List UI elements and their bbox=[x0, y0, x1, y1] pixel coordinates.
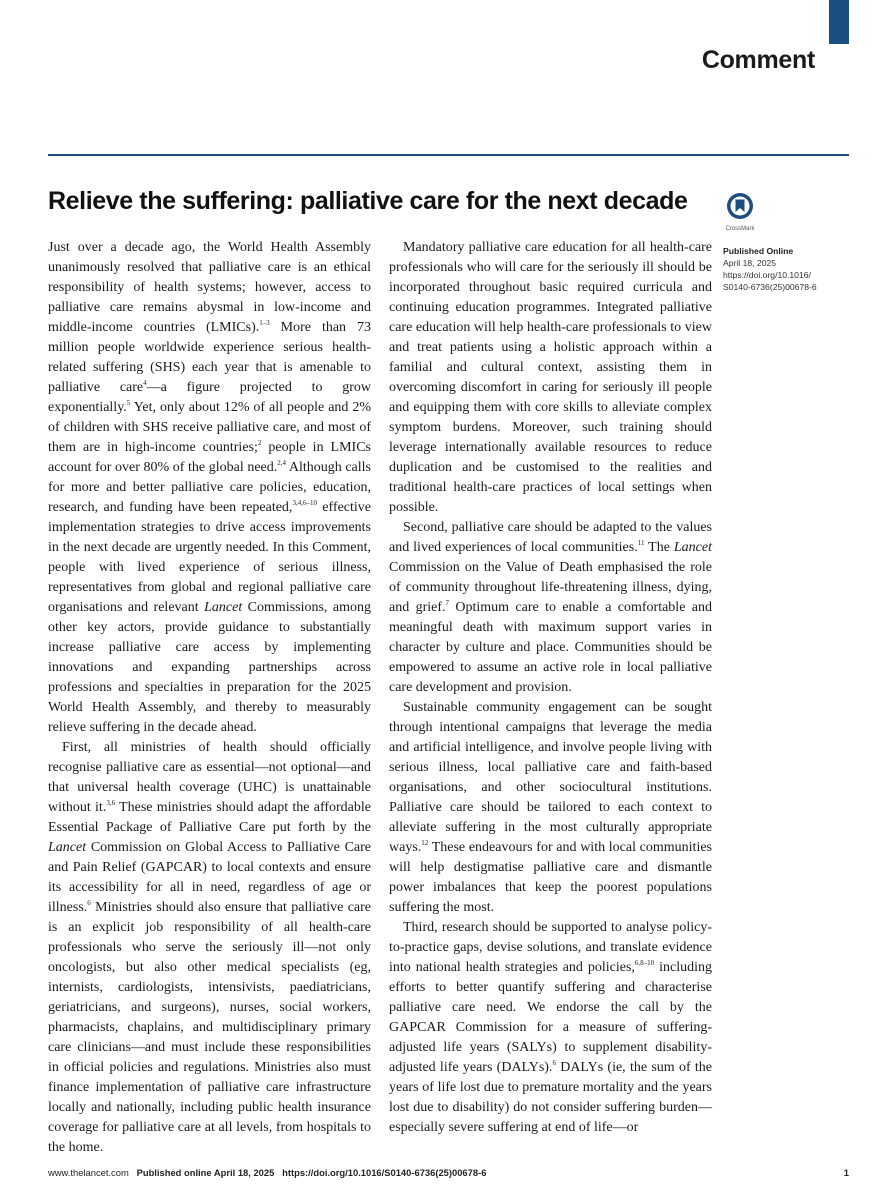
section-color-tab bbox=[829, 0, 849, 44]
footer-doi-link[interactable]: https://doi.org/10.1016/S0140-6736(25)00678-6 bbox=[282, 1167, 487, 1178]
published-online-label: Published Online bbox=[723, 246, 794, 256]
reference-marker: 5 bbox=[126, 399, 131, 407]
paragraph-second-recommendation: Second, palliative care should be adapted to the values and lived experiences of local communities.$^{11}$ The Lancet Commission on the Value of Death emphasised the role of community throughout life-threatening illness, dying, and grief.$^7$ Optimum care to enable a comfortable and meaningful death with maximum support varies in character by culture and place. Communities should be empowered to assume an active role in local palliative care development and provision. bbox=[389, 520, 712, 695]
paragraph-third-recommendation: Third, research should be supported to analyse policy-to-practice gaps, devise solutions, and translate evidence into national health strategies and policies,$^{6,8-10}$ including efforts to better quantify suffering and characterise palliative care need. We endorse the call by the GAPCAR Commission for a measure of suffering-adjusted life years (SALYs) to supplement disability-adjusted life years (DALYs).$^6$ DALYs (ie, the sum of the years of life lost due to premature mortality and the years lost due to disability) do not consider suffering burden—especially severe suffering at end of life—or bbox=[389, 920, 712, 1135]
doi-link-line2[interactable]: S0140-6736(25)00678-6 bbox=[723, 282, 817, 292]
footer-published: Published online April 18, 2025 bbox=[136, 1167, 275, 1178]
crossmark-badge[interactable] bbox=[725, 192, 755, 232]
published-date: April 18, 2025 bbox=[723, 258, 777, 268]
reference-marker: 1–3 bbox=[259, 319, 270, 327]
reference-marker: 4 bbox=[143, 379, 147, 387]
doi-link-line1[interactable]: https://doi.org/10.1016/ bbox=[723, 270, 811, 280]
body-column-left bbox=[48, 238, 371, 1158]
reference-marker: 11 bbox=[637, 539, 645, 547]
footer-site-link[interactable]: www.thelancet.com bbox=[48, 1167, 129, 1178]
header-divider bbox=[48, 154, 849, 156]
reference-marker: 6,8–10 bbox=[634, 959, 655, 967]
reference-marker: 2,4 bbox=[277, 459, 287, 467]
reference-marker: 6 bbox=[87, 899, 91, 907]
body-column-right bbox=[389, 238, 712, 1138]
publication-info bbox=[723, 245, 853, 293]
paragraph-education: Mandatory palliative care education for all health-care professionals who will care for the seriously ill should be incorporated throughout basic required curricula and continuing education programmes. Integrated palliative care education will help health-care professionals to view and treat patients using a holistic approach within a familial and cultural context, assisting them in overcoming discomfort in caring for seriously ill people and equipping them with core skills to alleviate complex symptom burdens. Moreover, such training should leverage internationally available resources to reduce duplication and be customised to the realities and traditional health-care practices of local settings when possible. bbox=[389, 240, 712, 515]
paragraph-first-recommendation: First, all ministries of health should officially recognise palliative care as essential—not optional—and that universal health coverage (UHC) is unattainable without it.$^{3,6}$ These ministries should adapt the affordable Essential Package of Palliative Care put forth by the Lancet Commission on Global Access to Palliative Care and Pain Relief (GAPCAR) to local contexts and ensure its accessibility for all in need, regardless of age or illness.$^6$ Ministries should also ensure that palliative care is an explicit job responsibility of all health-care professionals who serve the seriously ill—not only oncologists, but also other medical specialists (eg, internists, cardiologists, intensivists, paediatricians, geriatricians, and surgeons), nurses, social workers, pharmacists, chaplains, and multidisciplinary primary care clinicians—and must include these responsibilities in official policies and regulations. Ministries also must finance implementation of palliative care infrastructure locally and nationally, including public health insurance coverage for palliative care at all levels, from hospitals to the home. bbox=[48, 740, 371, 1155]
reference-marker: 6 bbox=[552, 1059, 556, 1067]
crossmark-label: CrossMark bbox=[725, 226, 755, 232]
paragraph-community-engagement: Sustainable community engagement can be sought through intentional campaigns that leverage the media and artificial intelligence, and involve people living with serious illness, local palliative care and faith-based organisations, and other sociocultural institutions. Palliative care should be tailored to each context to alleviate suffering in the most culturally appropriate ways.$^{12}$ These endeavours for and with local communities will help destigmatise palliative care and dismantle power imbalances that keep the poorest populations suffering the most. bbox=[389, 700, 712, 915]
reference-marker: 12 bbox=[421, 839, 429, 847]
crossmark-icon bbox=[726, 192, 754, 220]
reference-marker: 7 bbox=[445, 599, 450, 607]
paragraph-intro: Just over a decade ago, the World Health Assembly unanimously resolved that palliative care is an ethical responsibility of health systems; however, access to palliative care remains abysmal in low-income and middle-income countries (LMICs).$^{1-3}$ More than 73 million people worldwide experience serious health-related suffering (SHS) each year that is amenable to palliative care$^4$—a figure projected to grow exponentially.$^5$ Yet, only about 12% of all people and 2% of children with SHS receive palliative care, and most of them are in high-income countries;$^2$ people in LMICs account for over 80% of the global need.$^{2,4}$ Although calls for more and better palliative care policies, education, research, and funding have been repeated,$^{3,4,6-10}$ effective implementation strategies to drive access improvements in the next decade are urgently needed. In this Comment, people with lived experience of serious illness, representatives from global and regional palliative care organisations and relevant Lancet Commissions, among other key actors, provide guidance to substantially increase palliative care access by implementing innovations and expanding partnerships across professions and specialties in preparation for the 2025 World Health Assembly, and thereby to measurably relieve suffering in the decade ahead. bbox=[48, 240, 371, 735]
section-label: Comment bbox=[701, 46, 815, 74]
page-footer bbox=[48, 1167, 849, 1178]
page-number: 1 bbox=[843, 1167, 849, 1178]
reference-marker: 3,4,6–10 bbox=[292, 499, 317, 507]
reference-marker: 3,6 bbox=[106, 799, 116, 807]
article-title: Relieve the suffering: palliative care for the next decade bbox=[48, 187, 688, 215]
reference-marker: 2 bbox=[257, 439, 262, 447]
